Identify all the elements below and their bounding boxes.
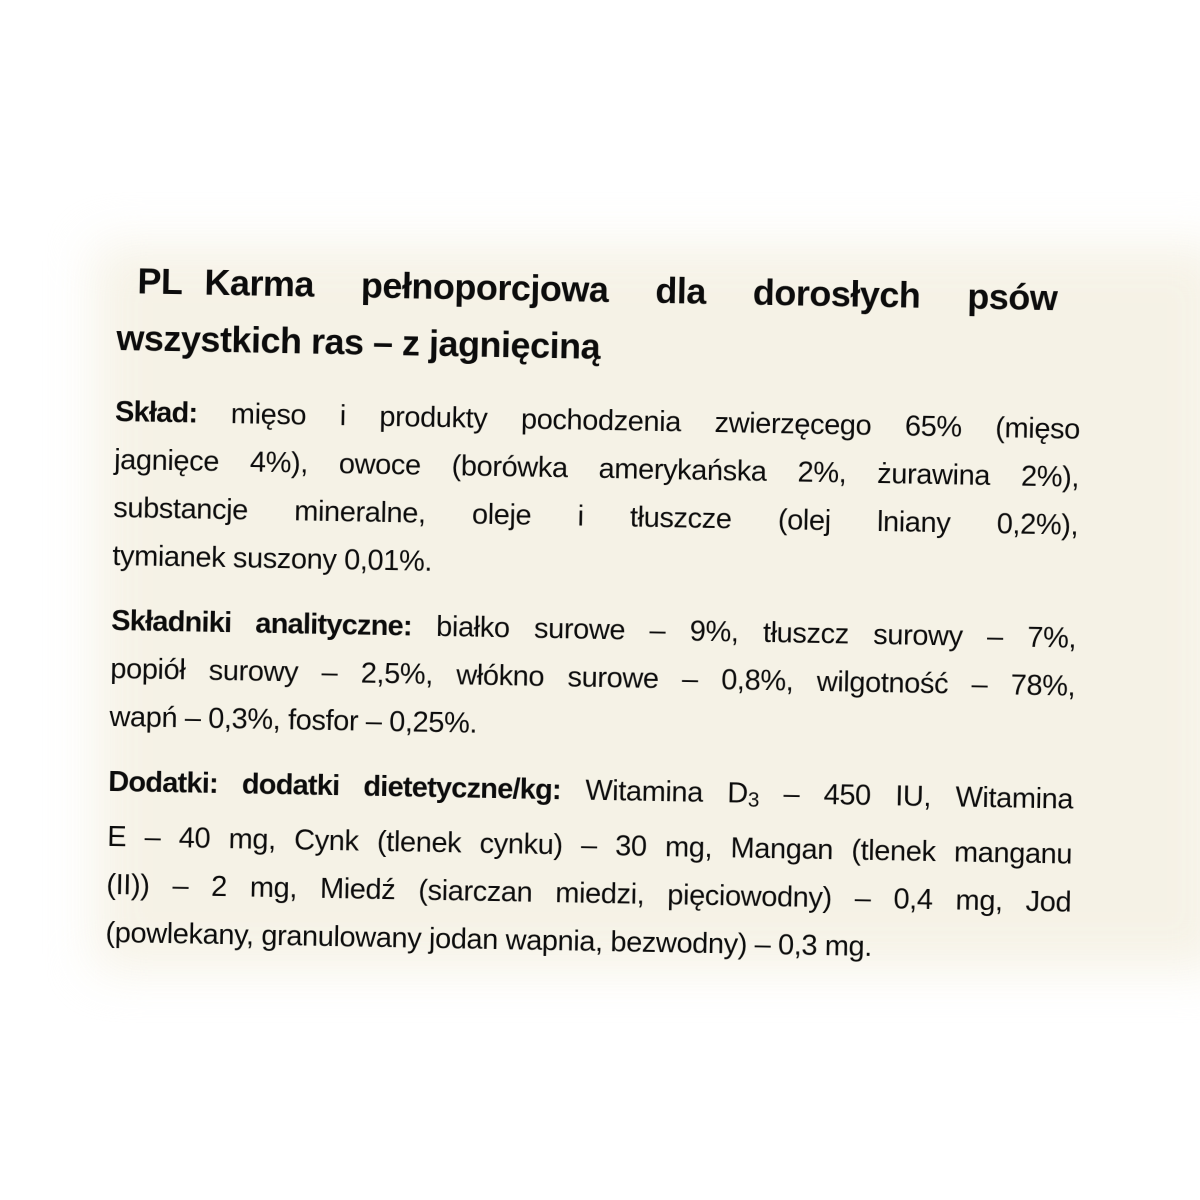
ingredients-line: jagnięce 4%), owoce (borówka amerykańska 2%, żurawina 2%), xyxy=(113,443,1080,494)
ingredients-text: mięso i produkty pochodzenia zwierzęcego 65% (mięso xyxy=(196,397,1081,446)
additives-text: Witamina D xyxy=(560,774,749,810)
additives-line: (II)) – 2 mg, Miedź (siarczan miedzi, pięciowodny) – 0,4 mg, Jod xyxy=(106,868,1072,919)
language-code: PL xyxy=(137,260,183,303)
label-photo xyxy=(105,252,1083,991)
analytical-line: popiół surowy – 2,5%, włókno surowe – 0,8%, wilgotność – 78%, xyxy=(110,652,1076,703)
analytical-line: wapń – 0,3%, fosfor – 0,25%. xyxy=(109,700,478,740)
analytical-label: Składniki analityczne: xyxy=(110,604,413,643)
additives-line: (powlekany, granulowany jodan wapnia, bezwodny) – 0,3 mg. xyxy=(105,916,873,963)
product-title-text: Karma pełnoporcjowa dla dorosłych psów xyxy=(204,261,1058,319)
additives-line: E – 40 mg, Cynk (tlenek cynku) – 30 mg, Mangan (tlenek manganu xyxy=(106,820,1073,871)
product-heading xyxy=(116,252,1058,383)
product-title-line2: wszystkich ras – z jagnięciną xyxy=(116,316,601,367)
ingredients-line: substancje mineralne, oleje i tłuszcze (olej lniany 0,2%), xyxy=(113,491,1079,542)
vitamin-d3-subscript: 3 xyxy=(747,788,760,812)
ingredients-line: tymianek suszony 0,01%. xyxy=(112,539,433,578)
ingredients-label: Skład: xyxy=(114,395,198,430)
additives-text: – 450 IU, Witamina xyxy=(758,777,1074,816)
analytical-constituents-paragraph xyxy=(109,597,1076,759)
analytical-text: białko surowe – 9%, tłuszcz surowy – 7%, xyxy=(411,610,1077,655)
ingredients-paragraph xyxy=(112,388,1080,598)
additives-paragraph xyxy=(105,758,1073,974)
additives-label: Dodatki: dodatki dietetyczne/kg: xyxy=(107,765,562,807)
